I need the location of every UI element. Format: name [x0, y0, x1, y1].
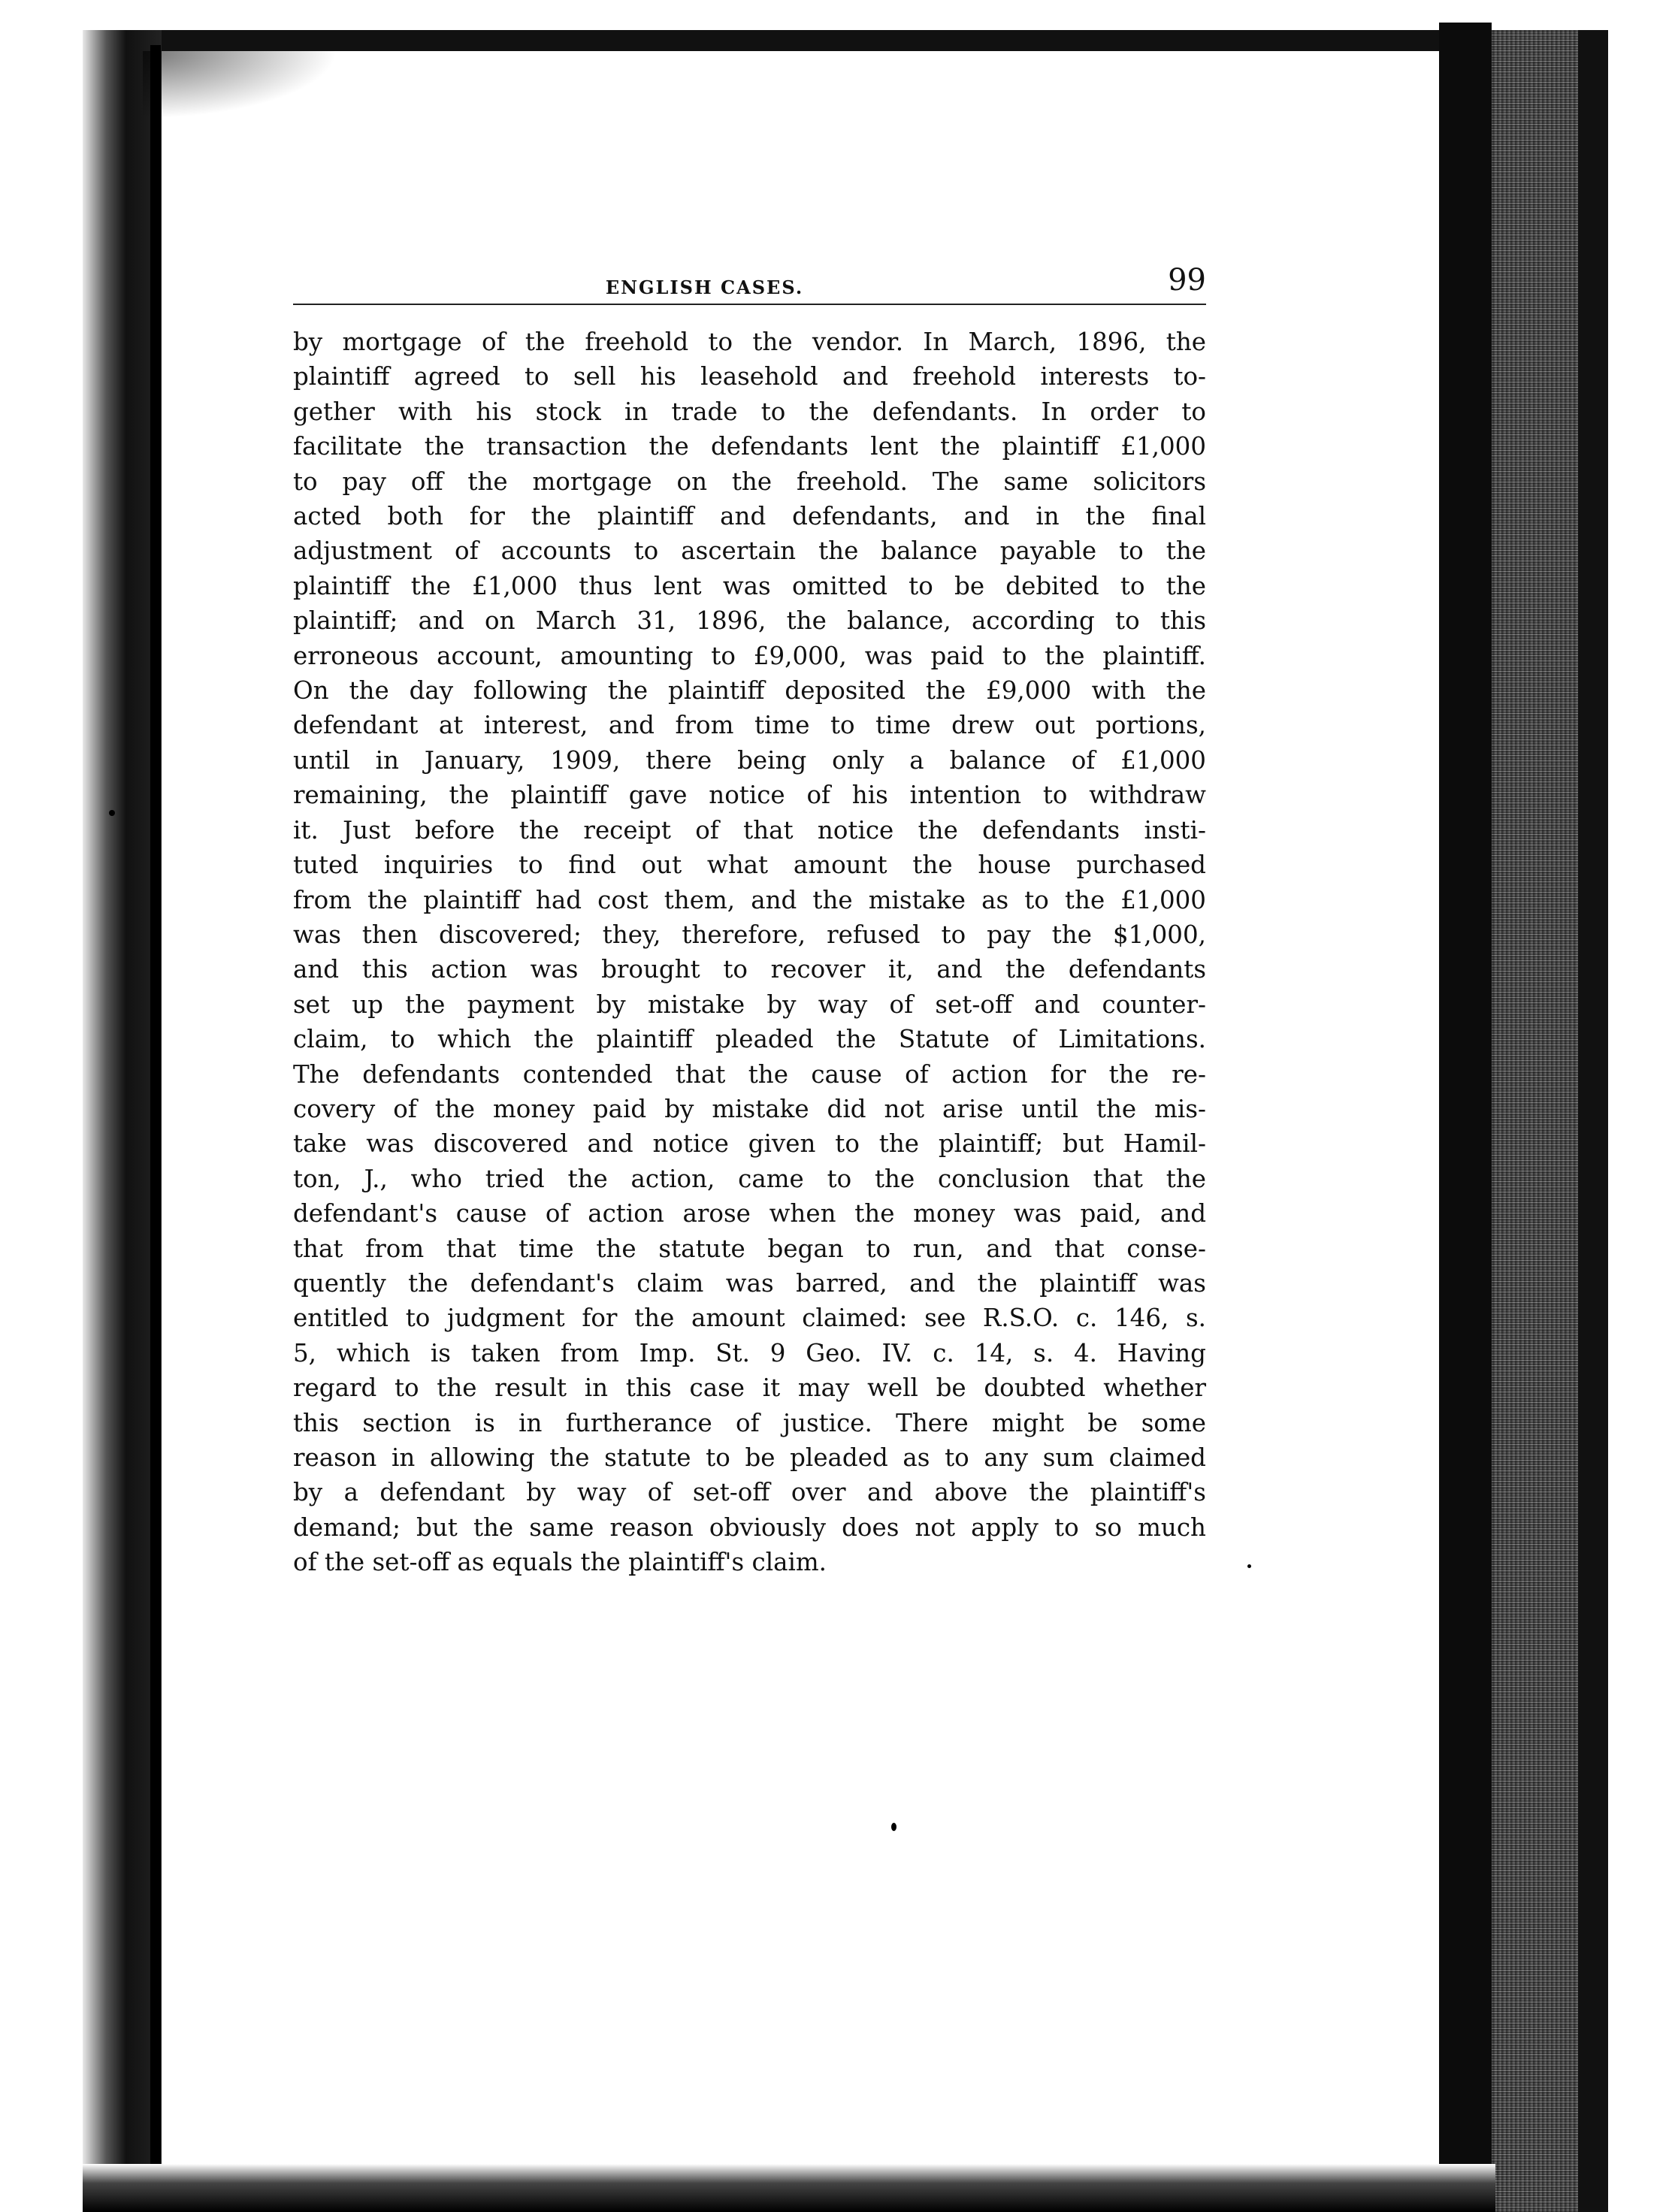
text-line: and this action was brought to recover it, and the defendants	[293, 955, 1206, 984]
text-line: The defendants contended that the cause of action for the re-	[293, 1059, 1206, 1089]
text-line: defendant's cause of action arose when the money was paid, and	[293, 1199, 1206, 1228]
text-line: gether with his stock in trade to the defendants. In order to	[293, 397, 1206, 426]
text-line: erroneous account, amounting to £9,000, was paid to the plaintiff.	[293, 641, 1206, 670]
text-line: quently the defendant's claim was barred, and the plaintiff was	[293, 1268, 1206, 1298]
text-line: until in January, 1909, there being only a balance of £1,000	[293, 745, 1206, 775]
text-line: of the set-off as equals the plaintiff's claim.	[293, 1548, 827, 1577]
text-line: this section is in furtherance of justice. There might be some	[293, 1408, 1206, 1437]
text-line: plaintiff agreed to sell his leasehold and freehold interests to-	[293, 362, 1206, 391]
text-line: defendant at interest, and from time to time drew out portions,	[293, 711, 1206, 740]
text-line: facilitate the transaction the defendants lent the plaintiff £1,000	[293, 432, 1206, 461]
text-line: take was discovered and notice given to the plaintiff; but Hamil-	[293, 1129, 1206, 1159]
header-rule	[293, 304, 1206, 305]
text-line: On the day following the plaintiff deposited the £9,000 with the	[293, 676, 1206, 706]
text-line: tuted inquiries to find out what amount the house purchased	[293, 851, 1206, 880]
page-number: 99	[1168, 263, 1206, 298]
text-line: acted both for the plaintiff and defendants, and in the final	[293, 502, 1206, 531]
binding-shadow	[150, 45, 161, 2194]
book-page	[293, 255, 1206, 1580]
cover-edge-right	[1578, 30, 1608, 2212]
text-line: that from that time the statute began to run, and that conse-	[293, 1234, 1206, 1263]
text-line: claim, to which the plaintiff pleaded the Statute of Limitations.	[293, 1025, 1206, 1054]
text-line: remaining, the plaintiff gave notice of his intention to withdraw	[293, 781, 1206, 810]
body-paragraph	[293, 325, 1206, 1580]
text-line: entitled to judgment for the amount claimed: see R.S.O. c. 146, s.	[293, 1304, 1206, 1333]
text-line: plaintiff the £1,000 thus lent was omitted to be debited to the	[293, 571, 1206, 600]
scan-speck	[1247, 1564, 1251, 1568]
page-edge-bottom	[83, 2164, 1495, 2212]
text-line: adjustment of accounts to ascertain the balance payable to the	[293, 536, 1206, 566]
running-head	[293, 255, 1206, 298]
text-line: to pay off the mortgage on the freehold. The same solicitors	[293, 467, 1206, 496]
text-line: reason in allowing the statute to be pleaded as to any sum claimed	[293, 1443, 1206, 1472]
running-title: ENGLISH CASES.	[605, 276, 804, 298]
text-line: by mortgage of the freehold to the vendor. In March, 1896, the	[293, 328, 1206, 356]
text-line: plaintiff; and on March 31, 1896, the balance, according to this	[293, 606, 1206, 636]
page-edge-right	[1439, 23, 1492, 2212]
text-line: set up the payment by mistake by way of set-off and counter-	[293, 990, 1206, 1019]
text-line: ton, J., who tried the action, came to the conclusion that the	[293, 1164, 1206, 1193]
text-line: demand; but the same reason obviously does not apply to so much	[293, 1512, 1206, 1542]
text-line: it. Just before the receipt of that notice the defendants insti-	[293, 815, 1206, 845]
text-line: covery of the money paid by mistake did not arise until the mis-	[293, 1094, 1206, 1123]
corner-shadow	[143, 51, 338, 119]
text-line: 5, which is taken from Imp. St. 9 Geo. IV. c. 14, s. 4. Having	[293, 1338, 1206, 1367]
text-line: was then discovered; they, therefore, refused to pay the $1,000,	[293, 920, 1206, 949]
scan-speck	[891, 1823, 896, 1831]
scan-speck	[109, 810, 115, 816]
text-line: from the plaintiff had cost them, and the mistake as to the £1,000	[293, 885, 1206, 914]
text-line: by a defendant by way of set-off over and above the plaintiff's	[293, 1478, 1206, 1507]
page-edge-top	[113, 30, 1458, 51]
text-line: regard to the result in this case it may well be doubted whether	[293, 1373, 1206, 1403]
